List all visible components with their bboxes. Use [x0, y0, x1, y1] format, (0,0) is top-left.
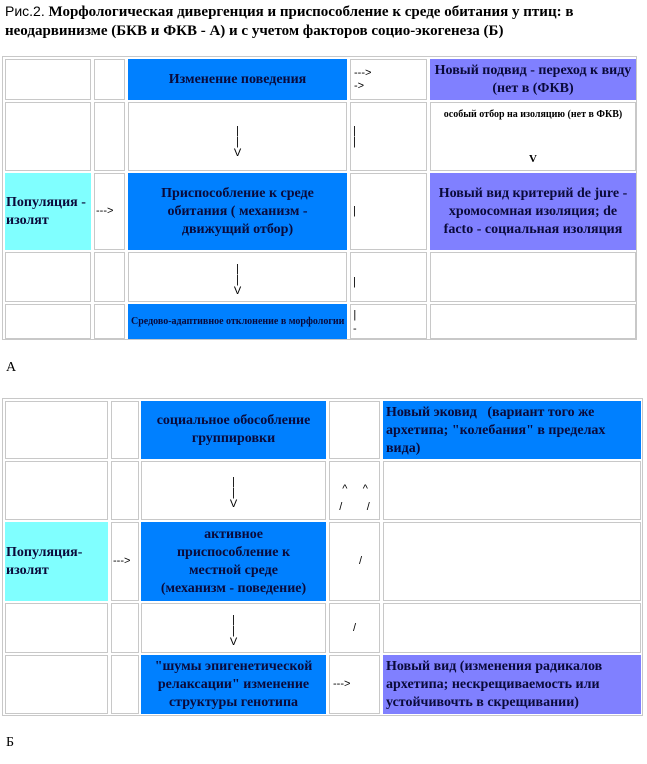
cell-empty	[430, 252, 636, 302]
cell-empty	[94, 59, 125, 100]
cell-empty	[94, 304, 125, 339]
caption-prefix: Рис.2.	[5, 3, 45, 19]
vertical-connector: | -	[350, 304, 427, 339]
diagonal-connector: /	[329, 522, 380, 601]
special-selection-cell	[430, 102, 636, 171]
cell-empty	[5, 59, 91, 100]
caption-title: Морфологическая дивергенция и приспособление к среде обитания у птиц: в неодарвинизме (БКВ и ФКВ - А) и с учетом факторов социо-экогенеза (Б)	[5, 4, 574, 39]
cell-empty	[111, 603, 139, 653]
cell-empty	[5, 401, 108, 459]
cell-empty	[5, 655, 108, 714]
figure-caption	[5, 2, 635, 41]
down-arrow: | | V	[128, 102, 347, 171]
cell-empty	[5, 102, 91, 171]
cell-empty	[383, 603, 641, 653]
cell-empty	[111, 461, 139, 520]
vertical-connector: |	[350, 252, 427, 302]
right-arrow: --->	[111, 522, 139, 601]
adaptation-box: Приспособление к среде обитания ( механизм - движущий отбор)	[128, 173, 347, 250]
section-label-a: А	[6, 360, 17, 375]
down-arrow: | | V	[128, 252, 347, 302]
down-arrow: V	[529, 153, 537, 165]
new-species-box: Новый вид критерий de jure - хромосомная изоляция; de facto - социальная изоляция	[430, 173, 636, 250]
cell-empty	[383, 461, 641, 520]
cell-empty	[94, 102, 125, 171]
cell-empty	[111, 401, 139, 459]
social-isolation-box: социальное обособление группировки	[141, 401, 326, 459]
cell-empty	[383, 522, 641, 601]
table-b	[2, 398, 643, 716]
right-arrow: --->	[94, 173, 125, 250]
down-arrow: | | V	[141, 461, 326, 520]
cell-empty	[5, 304, 91, 339]
cell-empty	[5, 603, 108, 653]
epigenetic-noise-box: "шумы эпигенетической релаксации" изменение структуры генотипа	[141, 655, 326, 714]
cell-empty	[329, 401, 380, 459]
table-a	[2, 56, 637, 340]
right-arrow: --->	[329, 655, 380, 714]
cell-empty	[5, 461, 108, 520]
diagonal-connector: /	[329, 603, 380, 653]
morphology-deviation-box: Средово-адаптивное отклонение в морфологии	[128, 304, 347, 339]
behavior-change-box: Изменение поведения	[128, 59, 347, 100]
down-arrow: | | V	[141, 603, 326, 653]
cell-empty	[430, 304, 636, 339]
right-arrow: ---> ->	[350, 59, 427, 100]
new-subspecies-box: Новый подвид - переход к виду (нет в (ФКВ)	[430, 59, 636, 100]
population-isolate-box: Популяция - изолят	[5, 173, 91, 250]
cell-empty	[94, 252, 125, 302]
vertical-connector: | |	[350, 102, 427, 171]
special-selection-text: особый отбор на изоляцию (нет в ФКВ)	[443, 109, 623, 120]
new-ecotype-box: Новый эковид (вариант того же архетипа; "колебания" в пределах вида)	[383, 401, 641, 459]
cell-empty	[111, 655, 139, 714]
active-adaptation-box: активное приспособление к местной среде (механизм - поведение)	[141, 522, 326, 601]
population-isolate-box: Популяция-изолят	[5, 522, 108, 601]
new-species-box: Новый вид (изменения радикалов архетипа; нескрещиваемость или устойчивочть в скрещивании)	[383, 655, 641, 714]
vertical-connector: |	[350, 173, 427, 250]
section-label-b: Б	[6, 735, 15, 750]
cell-empty	[5, 252, 91, 302]
diagonal-up-arrows: ^ ^ / /	[329, 461, 380, 520]
